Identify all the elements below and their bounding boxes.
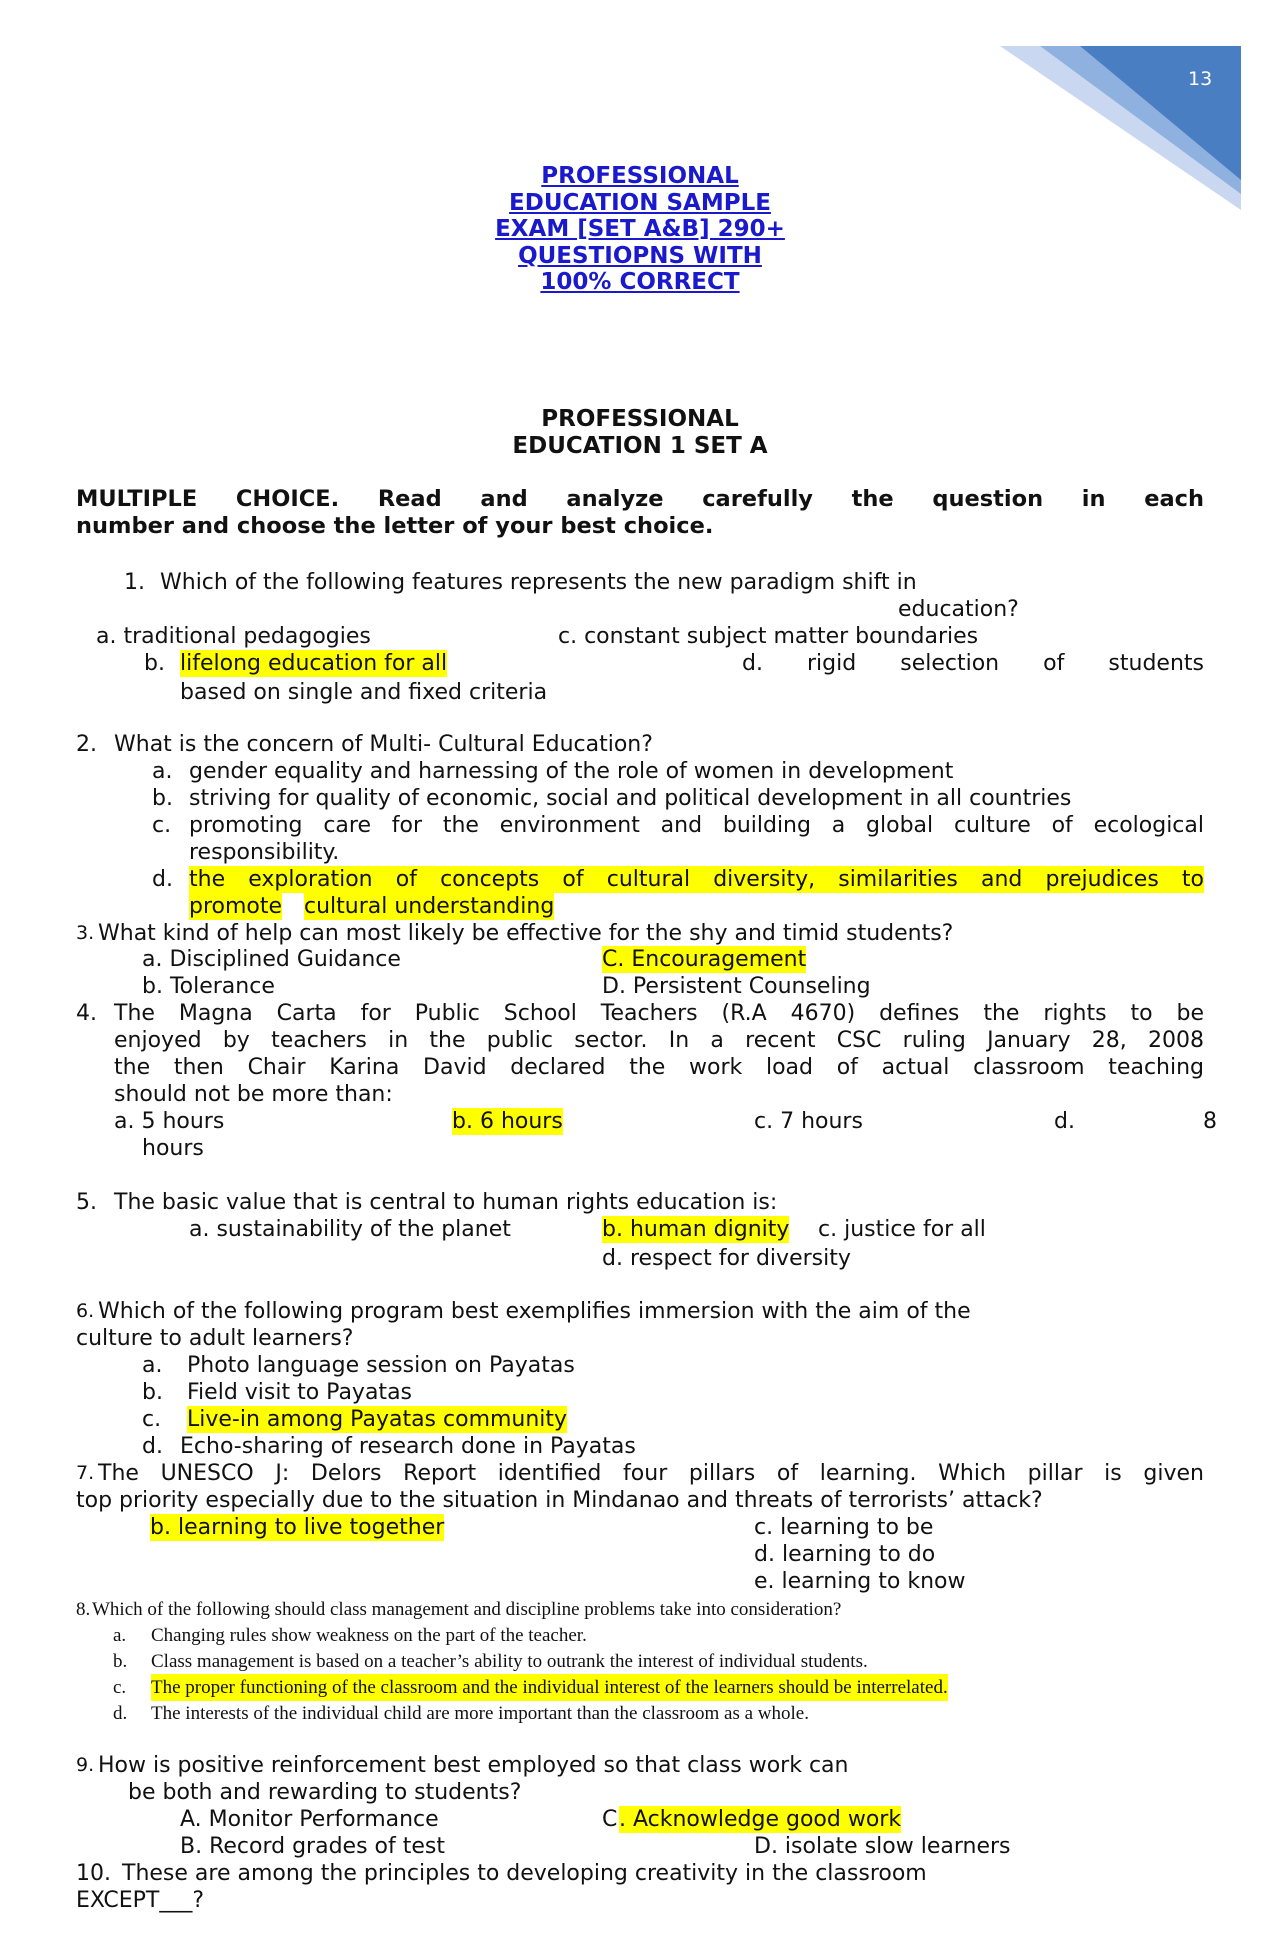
question-text: Which of the following features represents the new paradigm shift in bbox=[160, 570, 917, 595]
page-number: 13 bbox=[1188, 68, 1213, 90]
choice-letter: b. bbox=[113, 1651, 128, 1672]
question-text: Which of the following program best exemplifies immersion with the aim of the bbox=[98, 1299, 971, 1324]
question-text: These are among the principles to developing creativity in the classroom bbox=[122, 1861, 927, 1886]
choice-b-answer: b. learning to live together bbox=[150, 1515, 445, 1540]
question-number: 10. bbox=[76, 1861, 111, 1886]
choice-a: A. Monitor Performance bbox=[180, 1807, 439, 1832]
choice-letter: a. bbox=[142, 1353, 163, 1378]
question-number: 6. bbox=[76, 1300, 95, 1322]
choice-d-answer: the exploration of concepts of cultural diversity, similarities and prejudices to bbox=[189, 867, 1204, 892]
choice-b: b. Tolerance bbox=[142, 974, 275, 999]
choice-c: c. 7 hours bbox=[754, 1109, 863, 1134]
choice-d: Echo-sharing of research done in Payatas bbox=[180, 1434, 636, 1459]
choice-c-letter: C bbox=[602, 1807, 618, 1832]
choice-d bbox=[742, 650, 1204, 677]
question-text: the then Chair Karina David declared the work load of actual classroom teaching bbox=[114, 1055, 1204, 1080]
choice-d: d. learning to do bbox=[754, 1542, 936, 1567]
question-text: be both and rewarding to students? bbox=[128, 1780, 522, 1805]
title-line: PROFESSIONAL bbox=[541, 163, 739, 189]
question-text: The basic value that is central to human rights education is: bbox=[114, 1190, 778, 1215]
choice-b: Class management is based on a teacher’s ability to outrank the interest of individual students. bbox=[151, 1651, 868, 1672]
choice-d-word: selection bbox=[900, 651, 1000, 676]
choice-c-answer: C. Encouragement bbox=[602, 947, 807, 972]
choice-a: a. Disciplined Guidance bbox=[142, 947, 401, 972]
choice-d-word: of bbox=[1043, 651, 1065, 676]
choice-e: e. learning to know bbox=[754, 1569, 966, 1594]
choice-letter: d. bbox=[152, 867, 173, 892]
choice-d: D. isolate slow learners bbox=[754, 1834, 1011, 1859]
section-title bbox=[440, 406, 840, 460]
question-text: How is positive reinforcement best employed so that class work can bbox=[98, 1753, 849, 1778]
choice-letter: a. bbox=[152, 759, 173, 784]
choice-d-word: d. bbox=[742, 651, 763, 676]
choice-d: The interests of the individual child are more important than the classroom as a whole. bbox=[151, 1703, 809, 1724]
question-number: 1. bbox=[124, 570, 145, 595]
choice-b-answer: b. 6 hours bbox=[452, 1109, 563, 1134]
question-number: 5. bbox=[76, 1190, 97, 1215]
question-text: What is the concern of Multi- Cultural Education? bbox=[114, 732, 653, 757]
choice-d-word: students bbox=[1108, 651, 1204, 676]
question-text: enjoyed by teachers in the public sector. In a recent CSC ruling January 28, 2008 bbox=[114, 1028, 1204, 1053]
choice-letter: c. bbox=[142, 1407, 162, 1432]
choice-c-answer: . Acknowledge good work bbox=[619, 1807, 902, 1832]
choice-d: d. respect for diversity bbox=[602, 1246, 851, 1271]
question-text: The UNESCO J: Delors Report identified four pillars of learning. Which pillar is given bbox=[98, 1461, 1204, 1486]
instructions-line-1: MULTIPLE CHOICE. Read and analyze carefully the question in each bbox=[76, 486, 1204, 512]
title-line: QUESTIOPNS WITH bbox=[518, 242, 762, 269]
choice-letter: c. bbox=[152, 813, 172, 838]
choice-d: D. Persistent Counseling bbox=[602, 974, 871, 999]
choice-c-answer: Live-in among Payatas community bbox=[187, 1407, 568, 1432]
question-text: Which of the following should class management and discipline problems take into consideration? bbox=[92, 1599, 842, 1620]
question-number: 4. bbox=[76, 1001, 97, 1026]
choice-letter: a. bbox=[113, 1625, 127, 1646]
choice-d-answer-continued: promote bbox=[189, 894, 283, 919]
question-text: EXCEPT___? bbox=[76, 1888, 205, 1913]
title-line: EDUCATION SAMPLE bbox=[509, 189, 771, 216]
choice-c: c. justice for all bbox=[818, 1217, 986, 1242]
question-number: 3. bbox=[76, 922, 95, 944]
choice-b-answer: b. human dignity bbox=[602, 1217, 790, 1242]
section-title-line: EDUCATION 1 SET A bbox=[512, 433, 768, 459]
question-number: 8. bbox=[76, 1599, 91, 1620]
question-text: education? bbox=[898, 597, 1019, 622]
choice-b: Field visit to Payatas bbox=[187, 1380, 413, 1405]
choice-d-continued: hours bbox=[142, 1136, 204, 1161]
choice-a: a. traditional pedagogies bbox=[96, 624, 371, 649]
choice-c: promoting care for the environment and building a global culture of ecological bbox=[189, 813, 1204, 838]
choice-a: Changing rules show weakness on the part of the teacher. bbox=[151, 1625, 587, 1646]
choice-letter: d. bbox=[113, 1703, 128, 1724]
question-text: culture to adult learners? bbox=[76, 1326, 354, 1351]
question-text: top priority especially due to the situation in Mindanao and threats of terrorists’ attack? bbox=[76, 1488, 1043, 1513]
question-text: should not be more than: bbox=[114, 1082, 393, 1107]
question-number: 7. bbox=[76, 1462, 95, 1484]
choice-c-continued: responsibility. bbox=[189, 840, 340, 865]
section-title-line: PROFESSIONAL bbox=[541, 406, 739, 432]
choice-b: striving for quality of economic, social and political development in all countries bbox=[189, 786, 1072, 811]
choice-d: d. bbox=[1054, 1109, 1075, 1134]
choice-letter: d. bbox=[142, 1434, 163, 1459]
choice-a: Photo language session on Payatas bbox=[187, 1353, 575, 1378]
choice-c: c. learning to be bbox=[754, 1515, 934, 1540]
question-number: 9. bbox=[76, 1754, 95, 1776]
choice-a: a. 5 hours bbox=[114, 1109, 225, 1134]
choice-b-answer: lifelong education for all bbox=[180, 651, 448, 676]
choice-d-value: 8 bbox=[1203, 1109, 1217, 1134]
choice-letter: b. bbox=[142, 1380, 163, 1405]
question-number: 2. bbox=[76, 732, 97, 757]
choice-letter: b. bbox=[152, 786, 173, 811]
choice-d-answer-continued: cultural understanding bbox=[304, 894, 555, 919]
choice-d-word: rigid bbox=[807, 651, 857, 676]
question-text: What kind of help can most likely be effective for the shy and timid students? bbox=[98, 921, 954, 946]
choice-a: a. sustainability of the planet bbox=[189, 1217, 511, 1242]
instructions-line-2: number and choose the letter of your best choice. bbox=[76, 513, 714, 539]
choice-letter: c. bbox=[113, 1677, 127, 1698]
choice-d-continued: based on single and fixed criteria bbox=[180, 680, 548, 705]
document-title-link[interactable] bbox=[440, 163, 840, 296]
title-line: EXAM [SET A&B] 290+ bbox=[495, 216, 785, 242]
choice-c-answer: The proper functioning of the classroom and the individual interest of the learners should be interrelated. bbox=[151, 1674, 948, 1701]
title-line: 100% CORRECT bbox=[540, 269, 740, 295]
choice-a: gender equality and harnessing of the role of women in development bbox=[189, 759, 954, 784]
question-text: The Magna Carta for Public School Teachers (R.A 4670) defines the rights to be bbox=[114, 1001, 1204, 1026]
choice-c: c. constant subject matter boundaries bbox=[558, 624, 979, 649]
choice-letter: b. bbox=[144, 651, 165, 676]
choice-b: B. Record grades of test bbox=[180, 1834, 445, 1859]
